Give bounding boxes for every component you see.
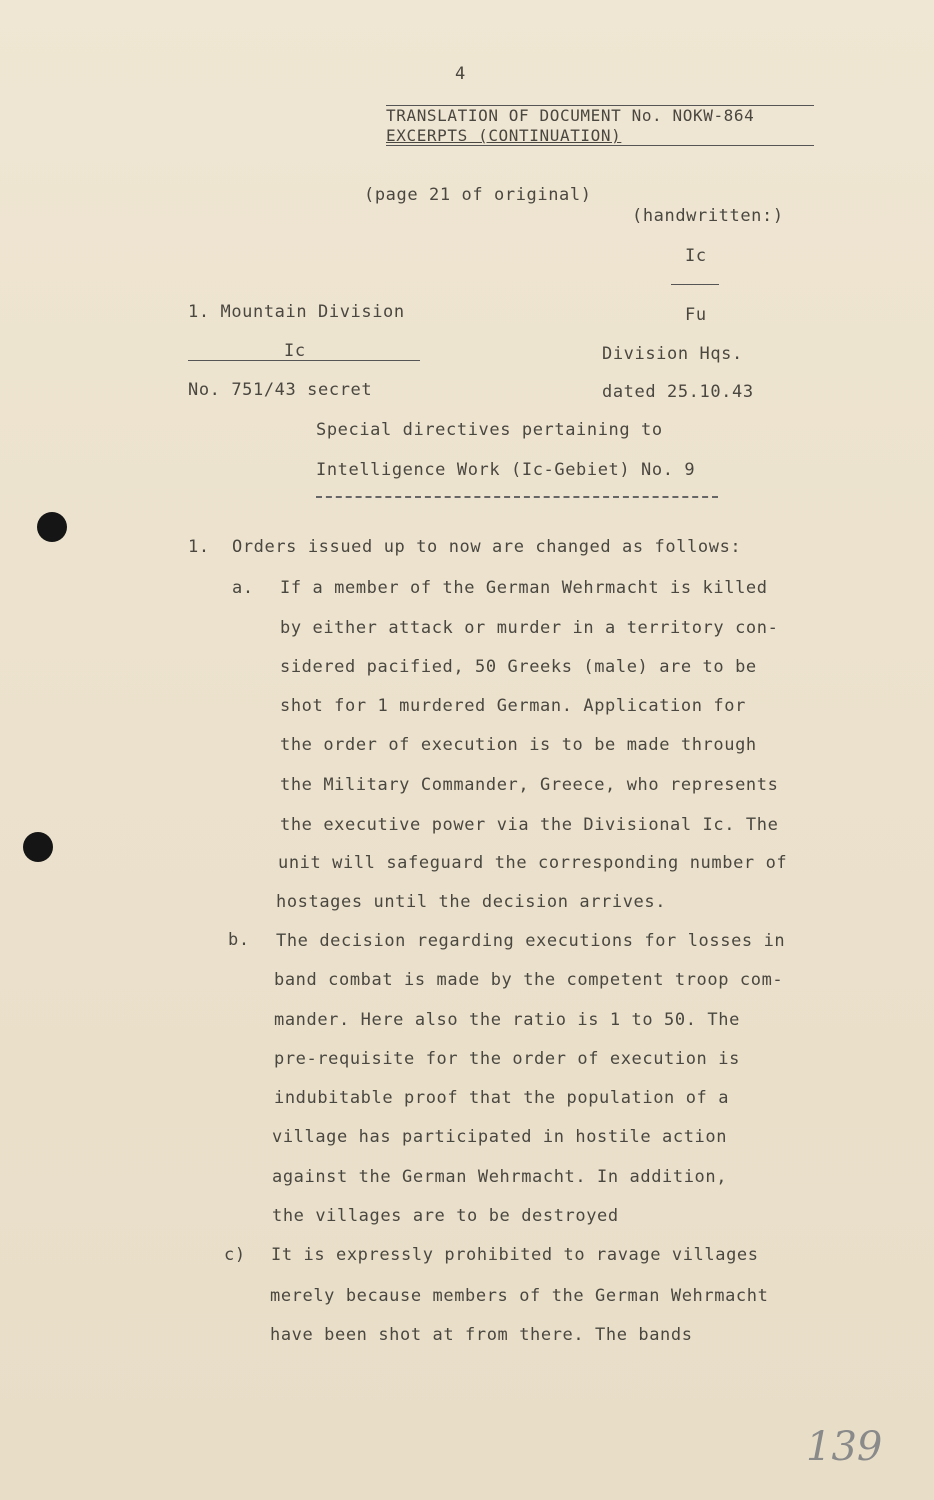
header-subtitle: EXCERPTS (CONTINUATION) <box>386 126 622 145</box>
handwritten-fu: Fu <box>685 305 707 325</box>
para-a-line: by either attack or murder in a territory con- <box>280 618 779 638</box>
original-page-note: (page 21 of original) <box>364 185 592 205</box>
para-a-line: shot for 1 murdered German. Application for <box>280 696 746 716</box>
para-a-line: unit will safeguard the corresponding number of <box>278 853 788 873</box>
item-1-text: Orders issued up to now are changed as follows: <box>232 537 742 557</box>
para-a-marker: a. <box>232 578 254 598</box>
para-a-line: the Military Commander, Greece, who represents <box>280 775 779 795</box>
para-c-marker: c) <box>224 1245 246 1265</box>
para-c-line: It is expressly prohibited to ravage villages <box>271 1245 759 1265</box>
para-a-line: the executive power via the Divisional Ic. The <box>280 815 779 835</box>
para-c-line: merely because members of the German Wehrmacht <box>270 1286 769 1306</box>
para-a-line: hostages until the decision arrives. <box>276 892 667 912</box>
subject-line-2: Intelligence Work (Ic-Gebiet) No. 9 <box>316 460 696 480</box>
para-a-line: If a member of the German Wehrmacht is killed <box>280 578 768 598</box>
punch-hole-top <box>37 512 67 542</box>
division-hqs: Division Hqs. <box>602 344 743 364</box>
para-b-line: village has participated in hostile action <box>272 1127 728 1147</box>
punch-hole-bottom <box>23 832 53 862</box>
para-b-marker: b. <box>228 930 250 950</box>
page-number: 4 <box>455 64 466 84</box>
header-title: TRANSLATION OF DOCUMENT No. NOKW-864 <box>386 106 755 125</box>
header-bottom-rule <box>386 145 814 146</box>
handwritten-divider <box>671 284 719 285</box>
para-b-line: against the German Wehrmacht. In addition, <box>272 1167 728 1187</box>
para-b-line: the villages are to be destroyed <box>272 1206 619 1226</box>
para-a-line: sidered pacified, 50 Greeks (male) are to be <box>280 657 757 677</box>
para-b-line: band combat is made by the competent troop com- <box>274 970 784 990</box>
division-ic: Ic <box>284 341 306 361</box>
handwritten-folio-number: 139 <box>806 1424 883 1470</box>
reference-number: No. 751/43 secret <box>188 380 373 400</box>
para-b-line: pre-requisite for the order of execution is <box>274 1049 740 1069</box>
para-a-line: the order of execution is to be made through <box>280 735 757 755</box>
para-b-line: indubitable proof that the population of a <box>274 1088 730 1108</box>
division-name: 1. Mountain Division <box>188 302 405 322</box>
subject-dashed-rule <box>316 496 718 498</box>
para-b-line: mander. Here also the ratio is 1 to 50. The <box>274 1010 740 1030</box>
subject-line-1: Special directives pertaining to <box>316 420 663 440</box>
para-c-line: have been shot at from there. The bands <box>270 1325 693 1345</box>
para-b-line: The decision regarding executions for losses in <box>276 931 786 951</box>
item-1-number: 1. <box>188 537 210 557</box>
handwritten-ic: Ic <box>685 246 707 266</box>
division-underline <box>188 360 420 361</box>
handwritten-label: (handwritten:) <box>632 206 784 226</box>
document-date: dated 25.10.43 <box>602 382 754 402</box>
